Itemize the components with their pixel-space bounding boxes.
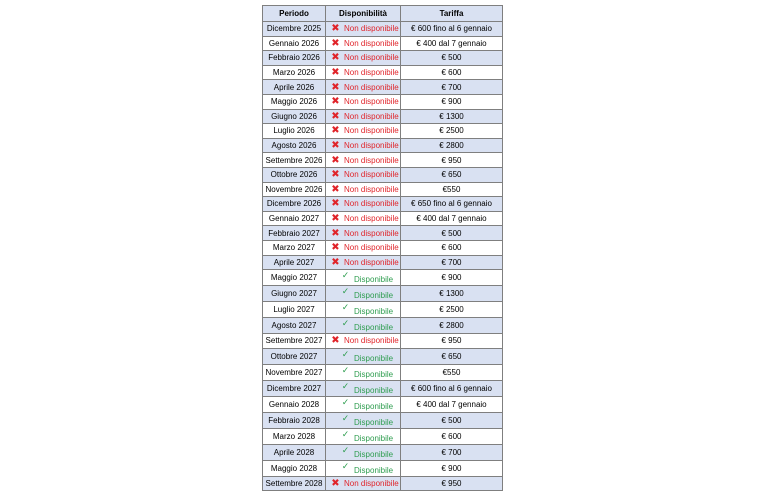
availability-status: Non disponibile <box>344 141 399 151</box>
header-tariffa: Tariffa <box>401 6 503 22</box>
cross-icon: ✖ <box>331 256 340 268</box>
availability-cell <box>326 240 401 255</box>
rate-cell: € 600 <box>401 65 503 80</box>
table-row <box>263 138 503 153</box>
cross-icon: ✖ <box>331 96 340 108</box>
table-row <box>263 124 503 139</box>
cross-icon: ✖ <box>331 477 340 489</box>
availability-cell <box>326 444 401 460</box>
cross-icon: ✖ <box>331 140 340 152</box>
check-icon: ✓ <box>341 428 350 439</box>
table-row <box>263 65 503 80</box>
table-row <box>263 153 503 168</box>
period-cell: Settembre 2027 <box>263 334 326 349</box>
rate-cell: € 600 <box>401 240 503 255</box>
period-cell: Febbraio 2027 <box>263 226 326 241</box>
cross-icon: ✖ <box>331 154 340 166</box>
availability-status: Non disponibile <box>344 24 399 34</box>
cross-icon: ✖ <box>331 125 340 137</box>
availability-status: Non disponibile <box>344 97 399 107</box>
cross-icon: ✖ <box>331 213 340 225</box>
rate-cell: € 950 <box>401 334 503 349</box>
availability-status: Non disponibile <box>344 111 399 121</box>
period-cell: Ottobre 2026 <box>263 167 326 182</box>
availability-status: Non disponibile <box>344 243 399 253</box>
period-cell: Dicembre 2025 <box>263 22 326 37</box>
period-cell: Maggio 2027 <box>263 270 326 286</box>
rate-cell: € 2800 <box>401 138 503 153</box>
availability-status: Disponibile <box>354 385 394 395</box>
header-periodo: Periodo <box>263 6 326 22</box>
period-cell: Marzo 2028 <box>263 428 326 444</box>
cross-icon: ✖ <box>331 242 340 254</box>
period-cell: Gennaio 2026 <box>263 36 326 51</box>
period-cell: Settembre 2026 <box>263 153 326 168</box>
availability-cell <box>326 197 401 212</box>
header-disponibilita: Disponibilità <box>326 6 401 22</box>
availability-cell <box>326 460 401 476</box>
rate-cell: € 600 fino al 6 gennaio <box>401 380 503 396</box>
period-cell: Febbraio 2028 <box>263 412 326 428</box>
rate-cell: € 400 dal 7 gennaio <box>401 211 503 226</box>
period-cell: Settembre 2028 <box>263 476 326 491</box>
rate-cell: € 950 <box>401 153 503 168</box>
availability-cell <box>326 138 401 153</box>
availability-cell <box>326 167 401 182</box>
period-cell: Marzo 2027 <box>263 240 326 255</box>
availability-cell <box>326 153 401 168</box>
availability-cell <box>326 65 401 80</box>
period-cell: Ottobre 2027 <box>263 348 326 364</box>
availability-status: Disponibile <box>354 307 394 317</box>
check-icon: ✓ <box>341 348 350 359</box>
table-row <box>263 444 503 460</box>
cross-icon: ✖ <box>331 67 340 79</box>
availability-status: Non disponibile <box>344 228 399 238</box>
table-row <box>263 460 503 476</box>
period-cell: Aprile 2027 <box>263 255 326 270</box>
rate-cell: € 600 fino al 6 gennaio <box>401 22 503 37</box>
cross-icon: ✖ <box>331 183 340 195</box>
table-row <box>263 428 503 444</box>
availability-cell <box>326 348 401 364</box>
availability-status: Non disponibile <box>344 155 399 165</box>
period-cell: Aprile 2028 <box>263 444 326 460</box>
rate-cell: € 700 <box>401 80 503 95</box>
check-icon: ✓ <box>341 286 350 297</box>
availability-status: Disponibile <box>354 323 394 333</box>
table-row <box>263 197 503 212</box>
rate-cell: € 500 <box>401 51 503 66</box>
table-row <box>263 364 503 380</box>
availability-cell <box>326 412 401 428</box>
rate-cell: €550 <box>401 182 503 197</box>
availability-cell <box>326 302 401 318</box>
cross-icon: ✖ <box>331 227 340 239</box>
availability-status: Non disponibile <box>344 126 399 136</box>
availability-status: Non disponibile <box>344 170 399 180</box>
table-row <box>263 240 503 255</box>
table-row <box>263 226 503 241</box>
table-row <box>263 270 503 286</box>
table-row <box>263 255 503 270</box>
cross-icon: ✖ <box>331 169 340 181</box>
availability-cell <box>326 318 401 334</box>
table-row <box>263 302 503 318</box>
availability-status: Disponibile <box>354 401 394 411</box>
rate-cell: € 2500 <box>401 124 503 139</box>
period-cell: Maggio 2028 <box>263 460 326 476</box>
table-header-row <box>263 6 503 22</box>
period-cell: Dicembre 2027 <box>263 380 326 396</box>
check-icon: ✓ <box>341 380 350 391</box>
availability-status: Non disponibile <box>344 199 399 209</box>
availability-status: Non disponibile <box>344 336 399 346</box>
availability-cell <box>326 124 401 139</box>
cross-icon: ✖ <box>331 198 340 210</box>
cross-icon: ✖ <box>331 335 340 347</box>
table-row <box>263 380 503 396</box>
availability-cell <box>326 286 401 302</box>
period-cell: Giugno 2026 <box>263 109 326 124</box>
availability-status: Non disponibile <box>344 214 399 224</box>
check-icon: ✓ <box>341 396 350 407</box>
rate-cell: € 950 <box>401 476 503 491</box>
availability-status: Non disponibile <box>344 257 399 267</box>
period-cell: Febbraio 2026 <box>263 51 326 66</box>
rate-cell: € 400 dal 7 gennaio <box>401 396 503 412</box>
availability-cell <box>326 380 401 396</box>
rate-cell: € 1300 <box>401 286 503 302</box>
check-icon: ✓ <box>341 444 350 455</box>
table-row <box>263 36 503 51</box>
availability-status: Disponibile <box>354 291 394 301</box>
period-cell: Novembre 2026 <box>263 182 326 197</box>
rate-cell: € 900 <box>401 270 503 286</box>
availability-status: Non disponibile <box>344 478 399 488</box>
period-cell: Marzo 2026 <box>263 65 326 80</box>
check-icon: ✓ <box>341 302 350 313</box>
table-row <box>263 476 503 491</box>
table-row <box>263 334 503 349</box>
check-icon: ✓ <box>341 460 350 471</box>
rate-cell: € 1300 <box>401 109 503 124</box>
availability-cell <box>326 80 401 95</box>
table-row <box>263 286 503 302</box>
availability-cell <box>326 226 401 241</box>
period-cell: Luglio 2026 <box>263 124 326 139</box>
period-cell: Dicembre 2026 <box>263 197 326 212</box>
check-icon: ✓ <box>341 364 350 375</box>
availability-status: Non disponibile <box>344 68 399 78</box>
availability-cell <box>326 428 401 444</box>
period-cell: Gennaio 2028 <box>263 396 326 412</box>
availability-status: Disponibile <box>354 353 394 363</box>
rate-cell: € 500 <box>401 412 503 428</box>
availability-status: Non disponibile <box>344 82 399 92</box>
rate-cell: € 700 <box>401 255 503 270</box>
table-row <box>263 22 503 37</box>
availability-table <box>262 5 503 491</box>
availability-status: Disponibile <box>354 417 394 427</box>
table-row <box>263 167 503 182</box>
availability-cell <box>326 476 401 491</box>
period-cell: Giugno 2027 <box>263 286 326 302</box>
rate-cell: € 700 <box>401 444 503 460</box>
rate-cell: € 400 dal 7 gennaio <box>401 36 503 51</box>
availability-status: Disponibile <box>354 369 394 379</box>
period-cell: Agosto 2027 <box>263 318 326 334</box>
availability-cell <box>326 255 401 270</box>
availability-status: Disponibile <box>354 275 394 285</box>
table-row <box>263 51 503 66</box>
table-body <box>263 22 503 491</box>
cross-icon: ✖ <box>331 52 340 64</box>
table-row <box>263 211 503 226</box>
table-row <box>263 94 503 109</box>
check-icon: ✓ <box>341 412 350 423</box>
rate-cell: € 650 fino al 6 gennaio <box>401 197 503 212</box>
rate-cell: € 900 <box>401 94 503 109</box>
period-cell: Maggio 2026 <box>263 94 326 109</box>
availability-cell <box>326 270 401 286</box>
availability-cell <box>326 334 401 349</box>
availability-status: Non disponibile <box>344 184 399 194</box>
availability-status: Disponibile <box>354 465 394 475</box>
table-row <box>263 318 503 334</box>
check-icon: ✓ <box>341 270 350 281</box>
availability-cell <box>326 51 401 66</box>
availability-cell <box>326 364 401 380</box>
rate-cell: € 2500 <box>401 302 503 318</box>
table-row <box>263 348 503 364</box>
rate-cell: € 2800 <box>401 318 503 334</box>
table-row <box>263 80 503 95</box>
availability-cell <box>326 22 401 37</box>
table-row <box>263 182 503 197</box>
check-icon: ✓ <box>341 318 350 329</box>
availability-status: Disponibile <box>354 449 394 459</box>
rate-cell: € 600 <box>401 428 503 444</box>
cross-icon: ✖ <box>331 110 340 122</box>
cross-icon: ✖ <box>331 37 340 49</box>
availability-status: Disponibile <box>354 433 394 443</box>
table-row <box>263 412 503 428</box>
availability-status: Non disponibile <box>344 53 399 63</box>
cross-icon: ✖ <box>331 23 340 35</box>
rate-cell: € 650 <box>401 167 503 182</box>
period-cell: Aprile 2026 <box>263 80 326 95</box>
availability-status: Non disponibile <box>344 38 399 48</box>
cross-icon: ✖ <box>331 81 340 93</box>
rate-cell: € 900 <box>401 460 503 476</box>
availability-cell <box>326 396 401 412</box>
period-cell: Agosto 2026 <box>263 138 326 153</box>
table-row <box>263 396 503 412</box>
rate-cell: € 650 <box>401 348 503 364</box>
availability-cell <box>326 109 401 124</box>
availability-cell <box>326 36 401 51</box>
table-row <box>263 109 503 124</box>
rate-cell: € 500 <box>401 226 503 241</box>
availability-cell <box>326 182 401 197</box>
period-cell: Luglio 2027 <box>263 302 326 318</box>
availability-cell <box>326 94 401 109</box>
period-cell: Novembre 2027 <box>263 364 326 380</box>
rate-cell: €550 <box>401 364 503 380</box>
period-cell: Gennaio 2027 <box>263 211 326 226</box>
availability-cell <box>326 211 401 226</box>
